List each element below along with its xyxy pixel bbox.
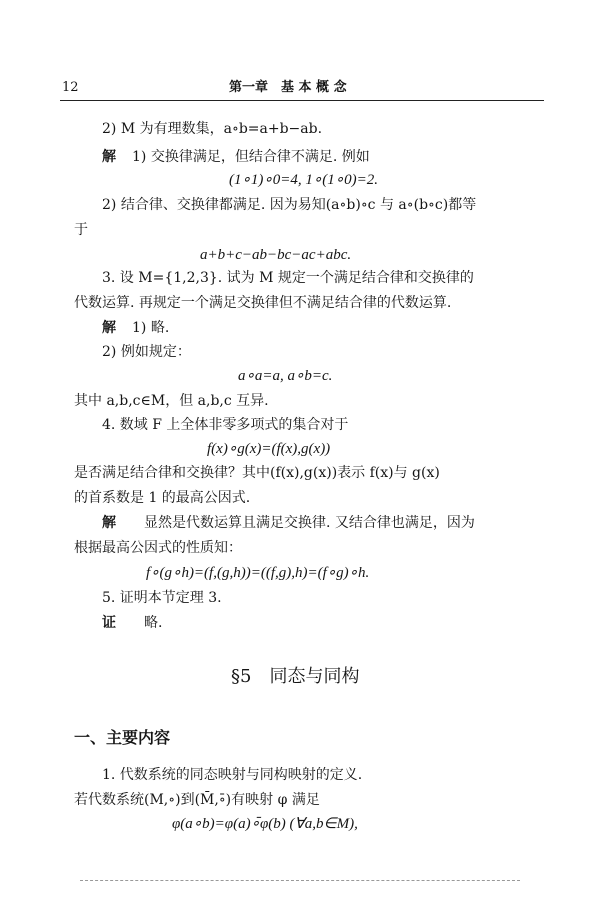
formula: φ(a∘b)=φ(a)∘̄φ(b) (∀a,b∈M), bbox=[172, 816, 358, 832]
text-line: 是否满足结合律和交换律？其中(f(x),g(x))表示 f(x)与 g(x) bbox=[74, 465, 440, 481]
text-line: 5. 证明本节定理 3. bbox=[102, 590, 222, 606]
text-line: 2) 结合律、交换律都满足. 因为易知(a∘b)∘c 与 a∘(b∘c)都等 bbox=[102, 197, 477, 213]
footer-divider bbox=[80, 880, 520, 881]
section-title: §5 同态与同构 bbox=[231, 666, 360, 687]
page-number: 12 bbox=[62, 80, 79, 95]
text-line: 2) M 为有理数集，a∘b=a+b−ab. bbox=[102, 121, 323, 137]
text-line: 代数运算. 再规定一个满足交换律但不满足结合律的代数运算. bbox=[74, 295, 452, 311]
solution-label: 解 bbox=[102, 149, 116, 165]
formula: a∘a=a, a∘b=c. bbox=[238, 368, 333, 384]
subsection-title: 一、主要内容 bbox=[74, 728, 171, 747]
text-line: 显然是代数运算且满足交换律. 又结合律也满足，因为 bbox=[144, 515, 475, 531]
formula: a+b+c−ab−bc−ac+abc. bbox=[200, 247, 352, 263]
text-line: 若代数系统(M,∘)到(M̄,∘̄)有映射 φ 满足 bbox=[74, 792, 320, 808]
text-line: 1. 代数系统的同态映射与同构映射的定义. bbox=[102, 767, 363, 783]
solution-label: 解 bbox=[102, 320, 116, 336]
formula: (1∘1)∘0=4, 1∘(1∘0)=2. bbox=[229, 172, 379, 188]
text-line: 的首系数是 1 的最高公因式. bbox=[74, 490, 251, 506]
text-line: 根据最高公因式的性质知： bbox=[74, 540, 242, 556]
text-line: 于 bbox=[74, 222, 88, 238]
header-rule bbox=[60, 100, 544, 101]
formula: f∘(g∘h)=(f,(g,h))=((f,g),h)=(f∘g)∘h. bbox=[146, 565, 370, 581]
text-line: 1) 交换律满足，但结合律不满足. 例如 bbox=[132, 149, 370, 165]
text-line: 2) 例如规定： bbox=[102, 344, 191, 360]
text-line: 3. 设 M={1,2,3}. 试为 M 规定一个满足结合律和交换律的 bbox=[102, 270, 474, 286]
text-line: 1) 略. bbox=[132, 320, 170, 336]
text-line: 其中 a,b,c∈M，但 a,b,c 互异. bbox=[74, 393, 269, 409]
proof-label: 证 bbox=[102, 615, 116, 631]
solution-label: 解 bbox=[102, 515, 116, 531]
text-line: 略. bbox=[144, 615, 163, 631]
formula: f(x)∘g(x)=(f(x),g(x)) bbox=[207, 441, 331, 457]
text-line: 4. 数域 F 上全体非零多项式的集合对于 bbox=[102, 417, 349, 433]
chapter-title: 第一章 基 本 概 念 bbox=[229, 80, 347, 95]
